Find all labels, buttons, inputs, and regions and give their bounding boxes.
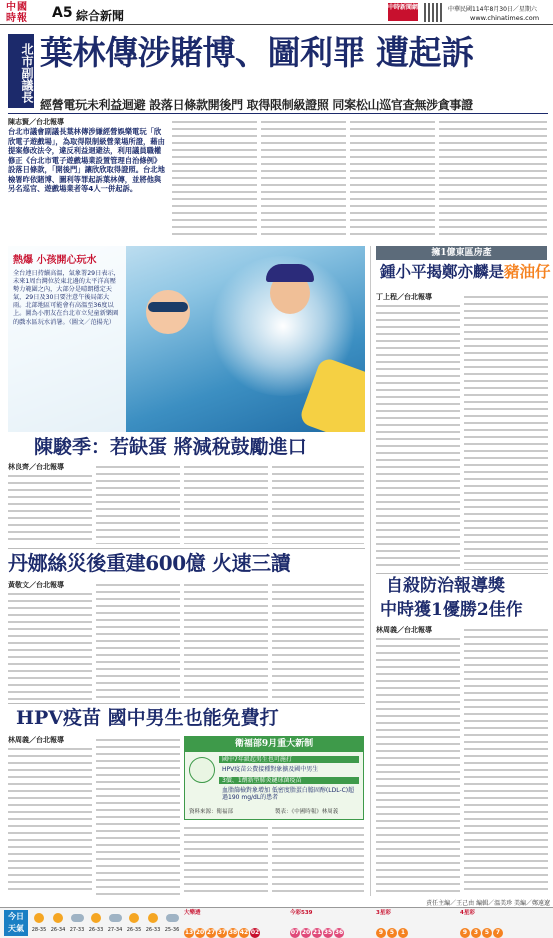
kicker-text: 北市副議長 — [20, 42, 34, 103]
hpv-headline: HPV疫苗 國中男生也能免費打 — [16, 707, 279, 729]
danas-byline: 黃敬文／台北報導 — [8, 581, 64, 589]
photo-child-left — [146, 290, 190, 334]
infobox-item-4: 血脂篩檢對象增加 低密度脂蛋白膽固醇(LDL-C)超過190 mg/dL的患者 — [222, 787, 355, 801]
main-byline: 陳志賢／台北報導 — [8, 118, 64, 126]
lottery-ball: 20 — [301, 929, 311, 936]
lottery-ball: 27 — [206, 929, 216, 936]
lottery-ball: 42 — [239, 929, 249, 936]
main-body-col-4 — [439, 118, 547, 240]
award-byline: 林周義／台北報導 — [376, 626, 432, 634]
lottery-ball: 36 — [334, 929, 344, 936]
sun-icon — [129, 913, 139, 923]
chinatimes-brand — [388, 3, 418, 21]
lottery-539 — [290, 910, 362, 936]
sun-icon — [148, 913, 158, 923]
lottery-ball: 1 — [398, 928, 408, 938]
infobox-item-1: 國中7年級起男生也可施打 — [219, 756, 359, 763]
website-url: www.chinatimes.com — [470, 14, 540, 22]
hpv-body-col-3 — [184, 824, 268, 895]
special-headline-main: 鍾小平揭鄭亦麟是 — [380, 262, 505, 281]
main-body-col-1 — [172, 118, 257, 240]
infobox-source: 資料來源：衛福部 — [189, 809, 234, 815]
award-body-col-2 — [464, 626, 548, 895]
hpv-body-col-1 — [8, 745, 92, 895]
photo-caption: 全台連日持續高溫，氣象署29日表示，未來1周台灣位於東北邊的太平洋高壓勢力範圍之內，大部分是晴朗穩定天氣，29日及30日要注意午後局部大雨。北部地區可能會有高溫至36度以上。圖為小朋友在台北市立兒童新樂園的戲水區玩水消暑。（圖文／范揚光） — [13, 270, 120, 326]
danas-body-col-1 — [8, 590, 92, 700]
chen-byline: 林良齊／台北報導 — [8, 463, 64, 471]
brand-text: 中時新聞網 — [388, 4, 419, 11]
lottery-name: 3星彩 — [376, 910, 391, 916]
danas-body-col-3 — [184, 581, 268, 700]
danas-body-col-2 — [96, 581, 180, 700]
special-byline: 丁上程／台北報導 — [376, 293, 432, 301]
policy-infobox — [184, 736, 364, 820]
chen-body-col-1 — [8, 472, 92, 544]
lottery-ball: 21 — [312, 929, 322, 936]
main-subhead: 經營電玩未利益迴避 設落日條款開後門 取得限制級證照 同案松山巡官查無涉貪事證 — [40, 98, 473, 112]
photo-hat — [266, 264, 314, 282]
award-headline-1: 自殺防治報導獎 — [386, 576, 505, 596]
danas-headline: 丹娜絲災後重建600億 火速三讀 — [8, 551, 291, 575]
hpv-byline: 林周義／台北報導 — [8, 736, 64, 744]
hpv-body-col-4 — [272, 824, 364, 895]
weather-temp: 28-35 — [31, 927, 47, 933]
issue-date: 中華民國114年8月30日／星期六 — [448, 6, 537, 13]
health-logo — [189, 757, 215, 783]
photo-caption-box — [8, 246, 126, 432]
danas-body-col-4 — [272, 581, 364, 700]
weather-label — [4, 910, 28, 936]
main-body-col-3 — [350, 118, 435, 240]
weather-temp: 26-33 — [145, 927, 161, 933]
award-headline-2: 中時獲1優勝2佳作 — [380, 600, 523, 620]
lottery-ball: 37 — [217, 929, 227, 936]
lottery-ball: 07 — [290, 929, 300, 936]
chen-body-col-4 — [272, 463, 364, 544]
main-headline: 葉林傳涉賭博、圖利罪 遭起訴 — [40, 33, 474, 72]
infobox-credit: 製表：《中國時報》林周義 — [275, 809, 339, 815]
award-body-col-1 — [376, 635, 460, 895]
weather-temp: 26-33 — [88, 927, 104, 933]
logo — [6, 2, 38, 24]
weather-strip — [30, 910, 180, 936]
lottery-ball: 38 — [228, 929, 238, 936]
sun-icon — [91, 913, 101, 923]
weather-label-top: 今日 — [8, 912, 24, 921]
lottery-ball: 13 — [184, 929, 194, 936]
water-play-photo — [8, 246, 365, 432]
special-banner: 擁1億東區房產 — [376, 246, 547, 260]
cloud-icon — [109, 914, 122, 922]
lottery-ball: 7 — [493, 928, 503, 938]
chen-body-col-3 — [184, 463, 268, 544]
cloud-icon — [166, 914, 179, 922]
lottery-name: 大樂透 — [184, 910, 201, 916]
special-headline — [380, 264, 550, 280]
weather-temp: 26-35 — [126, 927, 142, 933]
weather-temp: 25-36 — [164, 927, 180, 933]
main-body-col-2 — [261, 118, 346, 240]
lottery-ball: 35 — [323, 929, 333, 936]
lottery-special-ball: 02 — [250, 929, 260, 936]
weather-label-bottom: 天氣 — [8, 924, 24, 933]
chen-headline: 陳駿季：若缺蛋 將減稅鼓勵進口 — [34, 436, 307, 458]
lottery-4star — [460, 910, 548, 936]
lottery-ball: 20 — [195, 929, 205, 936]
special-headline-accent: 豬油仔 — [504, 262, 551, 281]
editor-credit: 責任主編／王己由 編輯／溫美珍 美編／鄭遠遼 — [426, 900, 550, 907]
sun-icon — [34, 913, 44, 923]
weather-temp: 27-33 — [69, 927, 85, 933]
lottery-name: 4星彩 — [460, 910, 475, 916]
photo-kicker: 熱爆 小孩開心玩水 — [13, 255, 97, 266]
infobox-item-2: HPV疫苗公費接種對象擴及國中男生 — [222, 766, 319, 773]
lottery-ball: 3 — [471, 928, 481, 938]
lottery-name: 今彩539 — [290, 910, 313, 916]
sun-icon — [53, 913, 63, 923]
qr-code — [424, 3, 444, 22]
special-body-col-2 — [464, 293, 548, 570]
hpv-body-col-2 — [96, 736, 180, 895]
section-name: 綜合新聞 — [76, 9, 125, 23]
lottery-ball: 9 — [460, 928, 470, 938]
lottery-ball: 5 — [387, 928, 397, 938]
cloud-icon — [71, 914, 84, 922]
main-lead: 台北市議會副議長葉林傳涉嫌經營娛樂電玩「欣欣電子遊戲場」，為取得限制級營業場所證，藉由提案修改法令，違反利益迴避法，利用議員職權修正《台北市電子遊戲場業設置管理自治條例》設落日條款，「開後門」讓欣欣取得證照。台北地檢署昨依賭博、圖利等罪起訴葉林傳，並將他與另名巡官、遊戲場業者等4人一併起訴。 — [8, 127, 165, 193]
kicker-badge — [8, 34, 34, 108]
photo-goggles — [148, 302, 188, 312]
lottery-ball: 9 — [376, 928, 386, 938]
lottery-3star — [376, 910, 436, 936]
weather-temp: 27-34 — [107, 927, 123, 933]
page-number: A5 — [52, 5, 73, 21]
chen-body-col-2 — [96, 463, 180, 544]
infobox-title: 衛福部9月重大新制 — [185, 737, 363, 752]
masthead — [0, 0, 553, 25]
infobox-item-3: 3價、1劑新型肺炎鏈球菌疫苗 — [219, 777, 359, 784]
special-body-col-1 — [376, 302, 460, 570]
lottery-ball: 5 — [482, 928, 492, 938]
lottery-big — [184, 910, 284, 936]
weather-temp: 26-34 — [50, 927, 66, 933]
logo-text: 中國時報 — [6, 2, 28, 24]
